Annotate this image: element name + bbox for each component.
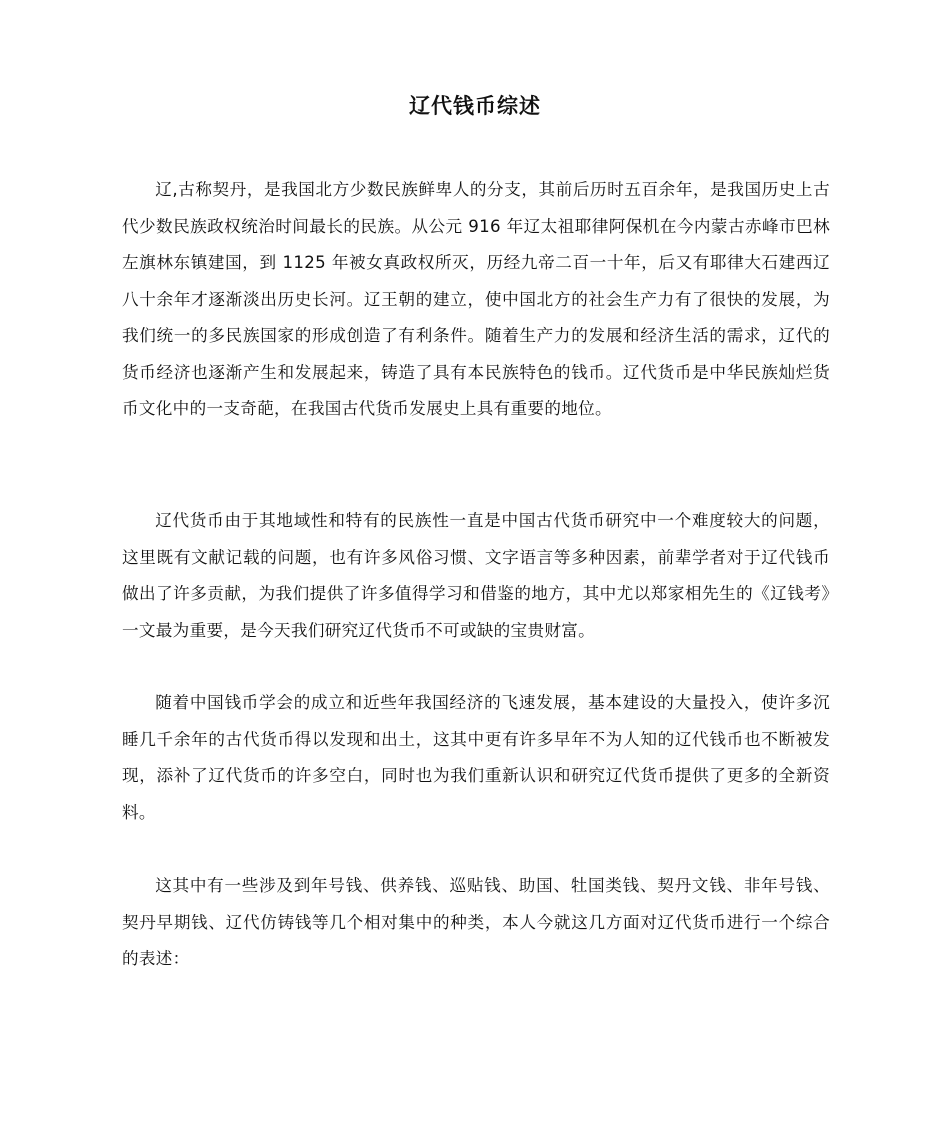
paragraph-research: 辽代货币由于其地域性和特有的民族性一直是中国古代货币研究中一个难度较大的问题，这里既有文献记载的问题，也有许多风俗习惯、文字语言等多种因素，前辈学者对于辽代钱币做出了许多贡献，为我们提供了许多值得学习和借鉴的地方，其中尤以郑家相先生的《辽钱考》一文最为重要，是今天我们研究辽代货币不可或缺的宝贵财富。 xyxy=(122,511,830,640)
document-title: 辽代钱币综述 xyxy=(409,94,541,118)
paragraph-intro: 辽,古称契丹，是我国北方少数民族鲜卑人的分支，其前后历时五百余年，是我国历史上古代少数民族政权统治时间最长的民族。从公元 916 年辽太祖耶律阿保机在今内蒙古赤峰市巴林左旗林东镇建国，到 1125 年被女真政权所灭，历经九帝二百一十年，后又有耶律大石建西辽八十余年才逐渐淡出历史长河。辽王朝的建立，使中国北方的社会生产力有了很快的发展，为我们统一的多民族国家的形成创造了有利条件。随着生产力的发展和经济生活的需求，辽代的货币经济也逐渐产生和发展起来，铸造了具有本民族特色的钱币。辽代货币是中华民族灿烂货币文化中的一支奇葩，在我国古代货币发展史上具有重要的地位。 xyxy=(122,180,830,418)
paragraph-categories: 这其中有一些涉及到年号钱、供养钱、巡贴钱、助国、牡国类钱、契丹文钱、非年号钱、契丹早期钱、辽代仿铸钱等几个相对集中的种类，本人今就这几方面对辽代货币进行一个综合的表述： xyxy=(122,876,830,968)
paragraph-discoveries: 随着中国钱币学会的成立和近些年我国经济的飞速发展，基本建设的大量投入，使许多沉睡几千余年的古代货币得以发现和出土，这其中更有许多早年不为人知的辽代钱币也不断被发现，添补了辽代货币的许多空白，同时也为我们重新认识和研究辽代货币提供了更多的全新资料。 xyxy=(122,693,830,822)
